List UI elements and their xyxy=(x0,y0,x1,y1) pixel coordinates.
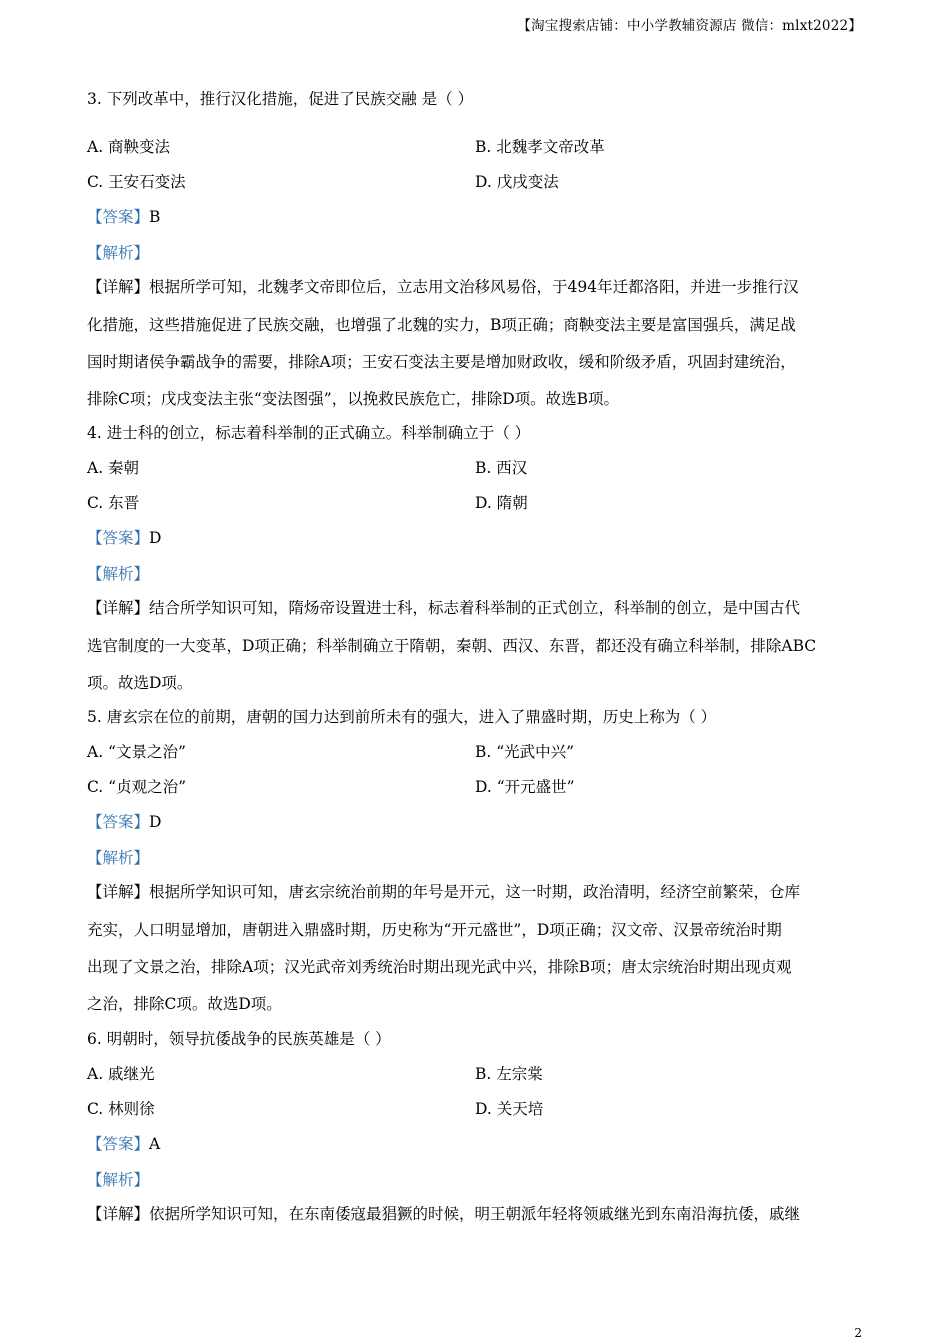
detail-tag: 【详解】 xyxy=(87,883,150,901)
detail-text: 结合所学知识可知，隋炀帝设置进士科，标志着科举制的正式创立，科举制的创立，是中国古代 xyxy=(149,599,801,617)
detail-tag: 【详解】 xyxy=(87,1205,150,1223)
question-4-stem: 4. 进士科的创立，标志着科举制的正式确立。科举制确立于（ ） xyxy=(87,424,531,442)
question-4-option-b: B. 西汉 xyxy=(475,459,528,477)
question-5-detail-line-2: 充实，人口明显增加，唐朝进入鼎盛时期，历史称为“开元盛世”，D项正确；汉文帝、汉景帝统治时期 xyxy=(87,921,782,939)
question-4-detail-line-3: 项。故选D项。 xyxy=(87,674,193,692)
question-3-option-a: A. 商鞅变法 xyxy=(87,138,171,156)
answer-tag: 【答案】 xyxy=(87,208,150,226)
answer-value: A xyxy=(149,1135,161,1153)
question-3-option-b: B. 北魏孝文帝改革 xyxy=(475,138,605,156)
question-6-option-d: D. 关天培 xyxy=(475,1100,544,1118)
question-5-option-d: D. “开元盛世” xyxy=(475,778,575,796)
question-6-stem: 6. 明朝时，领导抗倭战争的民族英雄是（ ） xyxy=(87,1030,391,1048)
question-3-stem: 3. 下列改革中，推行汉化措施，促进了民族交融 是（ ） xyxy=(87,90,474,108)
question-4-option-c: C. 东晋 xyxy=(87,494,140,512)
question-3-detail-line-1 xyxy=(87,277,865,297)
answer-tag: 【答案】 xyxy=(87,529,150,547)
question-3-option-c: C. 王安石变法 xyxy=(87,173,186,191)
page-number: 2 xyxy=(854,1326,862,1340)
question-6-option-a: A. 戚继光 xyxy=(87,1065,155,1083)
detail-text: 根据所学知识可知，唐玄宗统治前期的年号是开元，这一时期，政治清明，经济空前繁荣，仓库 xyxy=(149,883,801,901)
question-4-answer xyxy=(87,528,161,548)
question-4-detail-line-1 xyxy=(87,598,865,618)
question-4-option-d: D. 隋朝 xyxy=(475,494,528,512)
answer-tag: 【答案】 xyxy=(87,1135,150,1153)
question-5-detail-line-4: 之治，排除C项。故选D项。 xyxy=(87,995,282,1013)
detail-text: 依据所学知识可知，在东南倭寇最猖獗的时候，明王朝派年轻将领戚继光到东南沿海抗倭，戚继 xyxy=(149,1205,801,1223)
question-6-option-b: B. 左宗棠 xyxy=(475,1065,543,1083)
question-6-detail-line-1 xyxy=(87,1204,865,1224)
question-3-detail-line-4: 排除C项；戊戌变法主张“变法图强”，以挽救民族危亡，排除D项。故选B项。 xyxy=(87,390,620,408)
question-6-analysis-tag: 【解析】 xyxy=(87,1171,150,1189)
question-3-answer xyxy=(87,207,160,227)
answer-value: B xyxy=(149,208,161,226)
detail-tag: 【详解】 xyxy=(87,278,150,296)
question-4-analysis-tag: 【解析】 xyxy=(87,565,150,583)
question-5-answer xyxy=(87,812,161,832)
question-3-option-d: D. 戊戌变法 xyxy=(475,173,559,191)
answer-value: D xyxy=(149,813,162,831)
question-3-detail-line-3: 国时期诸侯争霸战争的需要，排除A项；王安石变法主要是增加财政收，缓和阶级矛盾，巩固封建统治， xyxy=(87,353,796,371)
question-4-detail-line-2: 选官制度的一大变革，D项正确；科举制确立于隋朝，秦朝、西汉、东晋，都还没有确立科举制，排除ABC xyxy=(87,637,817,655)
question-6-answer xyxy=(87,1134,160,1154)
question-5-detail-line-3: 出现了文景之治，排除A项；汉光武帝刘秀统治时期出现光武中兴，排除B项；唐太宗统治时期出现贞观 xyxy=(87,958,792,976)
question-4-option-a: A. 秦朝 xyxy=(87,459,140,477)
page-header: 【淘宝搜索店铺：中小学教辅资源店 微信：mlxt2022】 xyxy=(517,18,862,34)
question-6-option-c: C. 林则徐 xyxy=(87,1100,155,1118)
answer-value: D xyxy=(149,529,162,547)
question-5-stem: 5. 唐玄宗在位的前期，唐朝的国力达到前所未有的强大，进入了鼎盛时期，历史上称为（ ） xyxy=(87,708,717,726)
detail-tag: 【详解】 xyxy=(87,599,150,617)
question-5-analysis-tag: 【解析】 xyxy=(87,849,150,867)
question-5-option-b: B. “光武中兴” xyxy=(475,743,575,761)
detail-text: 根据所学可知，北魏孝文帝即位后，立志用文治移风易俗，于494年迁都洛阳，并进一步推行汉 xyxy=(149,278,799,296)
question-5-option-a: A. “文景之治” xyxy=(87,743,186,761)
answer-tag: 【答案】 xyxy=(87,813,150,831)
question-3-analysis-tag: 【解析】 xyxy=(87,244,150,262)
question-5-option-c: C. “贞观之治” xyxy=(87,778,187,796)
question-3-detail-line-2: 化措施，这些措施促进了民族交融，也增强了北魏的实力，B项正确；商鞅变法主要是富国强兵，满足战 xyxy=(87,316,796,334)
question-5-detail-line-1 xyxy=(87,882,865,902)
